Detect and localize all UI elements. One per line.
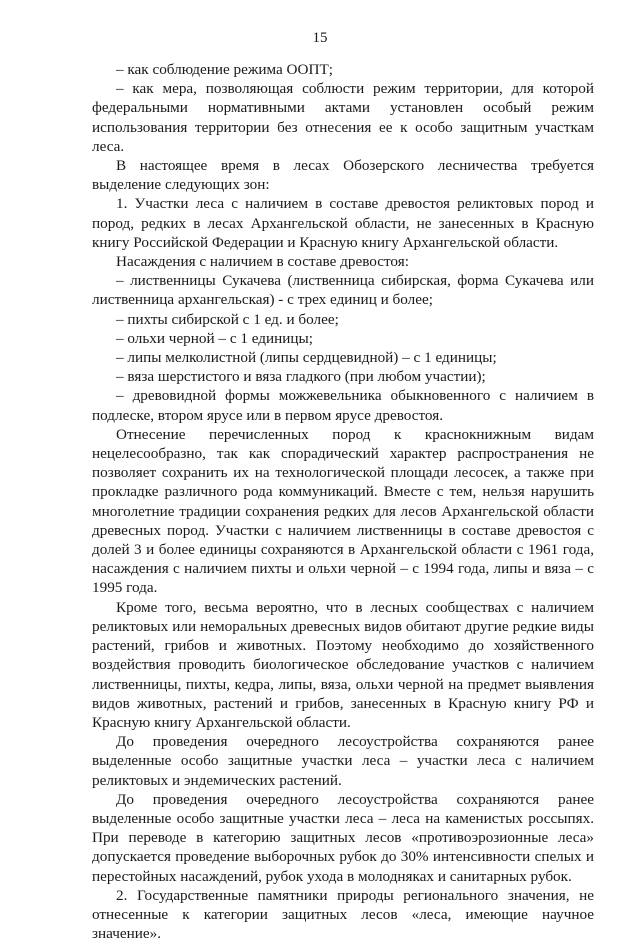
paragraph-stands-intro: Насаждения с наличием в составе древостоя: <box>116 253 409 271</box>
paragraph-biological-survey: Кроме того, весьма вероятно, что в лесных сообществах с наличием реликтовых или неморальных древесных видов обитают другие редкие виды растений, грибов и животных. Поэтому необходимо до хозяйственного воздействия проводить биологическое обследование участков с наличием лиственницы, пихты, кедра, липы, вяза, ольхи черной на предмет выявления видов животных, растений и грибов, занесенных в Красную книгу РФ и Красную книгу Архангельской области. <box>92 598 594 731</box>
paragraph-rocky-talus: До проведения очередного лесоустройства сохраняются ранее выделенные особо защитные участки леса – леса на каменистых россыпях. При переводе в категорию защитных лесов «противоэрозионные леса» допускается проведение выборочных рубок до 30% интенсивности спелых и перестойных насаждений, рубок ухода в молодняках и санитарных рубок. <box>92 790 594 885</box>
list-item-elm: – вяза шерстистого и вяза гладкого (при любом участии); <box>116 368 486 386</box>
paragraph-relict-species: 1. Участки леса с наличием в составе древостоя реликтовых пород и пород, редких в лесах Архангельской области, не занесенных в Красную книгу Российской Федерации и Красную книгу Архангельской области. <box>92 195 594 251</box>
list-item-linden: – липы мелколистной (липы сердцевидной) – с 1 единицы; <box>116 349 497 367</box>
list-item-alder: – ольхи черной – с 1 единицы; <box>116 329 313 347</box>
paragraph-red-book-rationale: Отнесение перечисленных пород к краснокнижным видам нецелесообразно, так как спорадический характер распространения не позволяет сохранить их на технологической площади лесосек, а также при прокладке различного рода коммуникаций. Вместе с тем, нельзя нарушить многолетние традиции сохранения редких для лесов Архангельской области древесных пород. Участки с наличием лиственницы в составе древостоя с долей 3 и более единицы сохраняются в Архангельской области с 1961 года, насаждения с наличием пихты и ольхи черной – с 1994 года, липы и вяза – с 1995 года. <box>92 425 594 597</box>
paragraph-oopt-regime: – как соблюдение режима ООПТ; <box>116 61 333 78</box>
paragraph-territory-regime: – как мера, позволяющая соблюсти режим территории, для которой федеральными нормативными актами установлен особый режим использования территории без отнесения ее к особо защитным участкам леса. <box>92 80 594 155</box>
document-body <box>92 60 594 943</box>
page-number: 15 <box>312 30 328 46</box>
paragraph-endemic-plots: До проведения очередного лесоустройства сохраняются ранее выделенные особо защитные участки леса – участки леса с наличием реликтовых и эндемических растений. <box>92 733 594 789</box>
list-item-larch: – лиственницы Сукачева (лиственница сибирская, форма Сукачева или лиственница архангельская) - с трех единиц и более; <box>92 272 594 309</box>
paragraph-zones-intro: В настоящее время в лесах Обозерского лесничества требуется выделение следующих зон: <box>92 157 594 194</box>
list-item-juniper: – древовидной формы можжевельника обыкновенного с наличием в подлеске, втором ярусе или в первом ярусе древостоя. <box>92 387 594 424</box>
paragraph-natural-monuments: 2. Государственные памятники природы регионального значения, не отнесенные к категории защитных лесов «леса, имеющие научное значение». <box>92 886 594 943</box>
list-item-fir: – пихты сибирской с 1 ед. и более; <box>116 310 339 328</box>
